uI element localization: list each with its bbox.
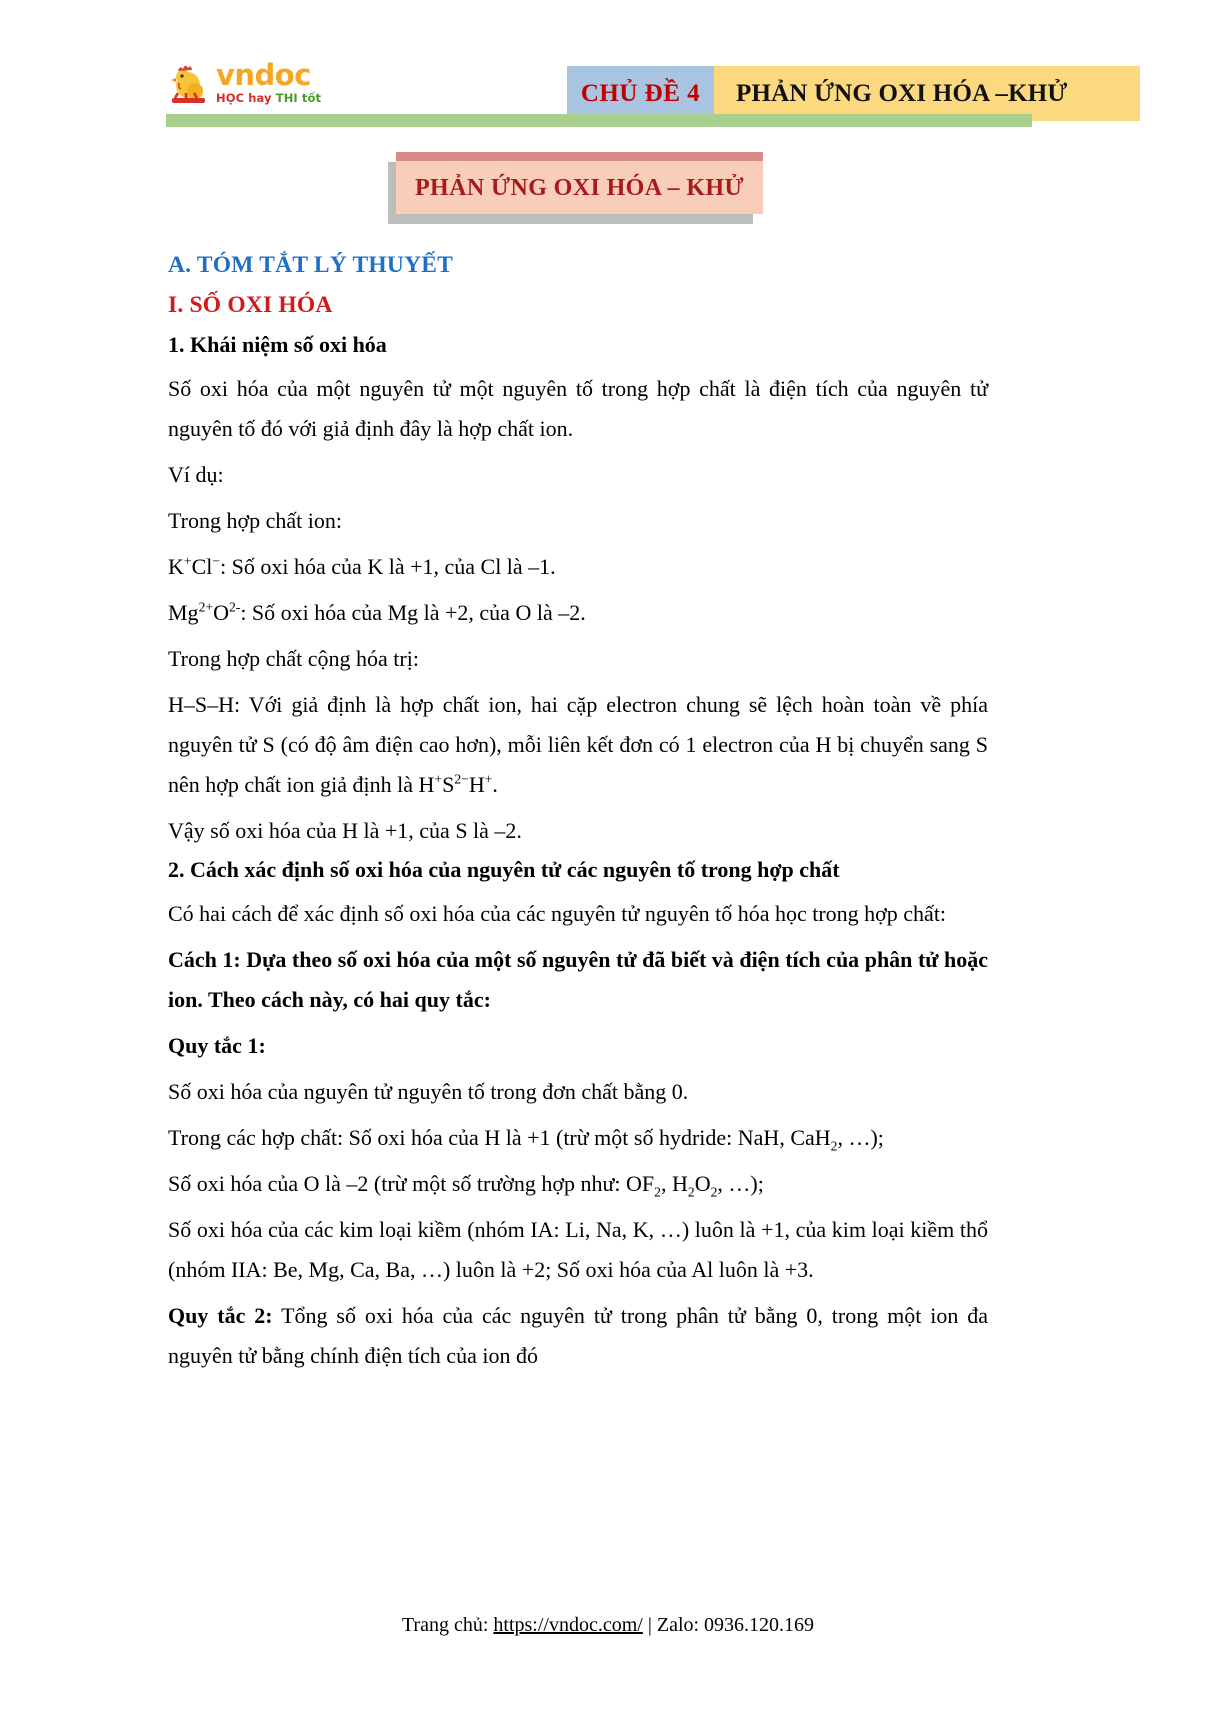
page-header xyxy=(152,52,1068,134)
section-heading-i: I. SỐ OXI HÓA xyxy=(168,292,333,318)
topic-title-banner xyxy=(714,66,1140,121)
formula-mgo-line xyxy=(168,593,988,633)
formula-k-charge: + xyxy=(183,553,192,569)
formula-mg-charge: 2+ xyxy=(198,599,214,615)
formula-mg: Mg xyxy=(168,600,199,625)
document-body xyxy=(168,252,988,1382)
logo-tagline-part1: HỌC hay xyxy=(216,91,276,105)
h2s-explanation-text: H–S–H: Với giả định là hợp chất ion, hai cặp electron chung sẽ lệch hoàn toàn về phía nguyên tử S (có độ âm điện cao hơn), mỗi liên kết đơn có 1 electron của H bị chuyển sang S nên hợp chất ion giả định là H xyxy=(168,692,988,797)
rule1-oxygen-mid1: , H xyxy=(660,1171,688,1196)
rule1-hydrogen-tail: , …); xyxy=(837,1125,884,1150)
h2s-h2: H xyxy=(468,772,485,797)
paragraph-rule1-metals: Số oxi hóa của các kim loại kiềm (nhóm IA: Li, Na, K, …) luôn là +1, của kim loại kiềm thổ (nhóm IIA: Be, Mg, Ca, Ba, …) luôn là +2; Số oxi hóa của Al luôn là +3. xyxy=(168,1217,988,1282)
rule-2-text: Tổng số oxi hóa của các nguyên tử trong phân tử bằng 0, trong một ion đa nguyên tử bằng chính điện tích của ion đó xyxy=(168,1303,988,1368)
formula-k: K xyxy=(168,554,184,579)
h2s-h-charge-2: + xyxy=(484,771,493,787)
rule1-oxygen-tail: , …); xyxy=(717,1171,764,1196)
lesson-title-panel xyxy=(396,152,763,214)
h2s-s: S xyxy=(442,772,455,797)
topic-badge-label: CHỦ ĐỀ 4 xyxy=(580,79,701,107)
of2-subscript: 2 xyxy=(654,1184,661,1200)
paragraph-definition: Số oxi hóa của một nguyên tử một nguyên tố trong hợp chất là điện tích của nguyên tử nguyên tố đó với giả định đây là hợp chất ion. xyxy=(168,376,988,441)
h2s-h-charge-1: + xyxy=(434,771,443,787)
lesson-title-box xyxy=(388,152,763,224)
rule1-oxygen-mid2: O xyxy=(694,1171,711,1196)
subsection-heading-2: 2. Cách xác định số oxi hóa của nguyên tử các nguyên tố trong hợp chất xyxy=(168,857,840,882)
lesson-title-text: PHẢN ỨNG OXI HÓA – KHỬ xyxy=(414,175,744,201)
h2o2-subscript-1: 2 xyxy=(687,1184,695,1200)
formula-kcl-line xyxy=(168,547,988,587)
paragraph-example-label: Ví dụ: xyxy=(168,462,224,487)
footer-website-link[interactable]: https://vndoc.com/ xyxy=(493,1614,643,1636)
rule-2-label: Quy tắc 2: xyxy=(168,1303,273,1328)
paragraph-rule1-line1: Số oxi hóa của nguyên tử nguyên tố trong đơn chất bằng 0. xyxy=(168,1079,689,1104)
h2o2-subscript-2: 2 xyxy=(710,1184,718,1200)
paragraph-method-1: Cách 1: Dựa theo số oxi hóa của một số nguyên tử đã biết và điện tích của phân tử hoặc ion. Theo cách này, có hai quy tắc: xyxy=(168,947,988,1012)
formula-o: O xyxy=(213,600,229,625)
topic-title-label: PHẢN ỨNG OXI HÓA –KHỬ xyxy=(736,79,1068,107)
topic-badge xyxy=(567,66,714,121)
section-heading-a: A. TÓM TẮT LÝ THUYẾT xyxy=(168,252,453,278)
formula-o-charge: 2- xyxy=(228,599,241,615)
paragraph-rule1-oxygen xyxy=(168,1164,988,1204)
cah2-subscript: 2 xyxy=(830,1138,838,1154)
rooster-logo-icon xyxy=(166,62,212,108)
subsection-heading-1: 1. Khái niệm số oxi hóa xyxy=(168,332,387,357)
paragraph-rule1-hydrogen xyxy=(168,1118,988,1158)
logo-tagline xyxy=(216,91,326,105)
formula-mgo-text: : Số oxi hóa của Mg là +2, của O là –2. xyxy=(240,600,586,625)
vndoc-logo[interactable] xyxy=(166,60,326,114)
formula-kcl-text: : Số oxi hóa của K là +1, của Cl là –1. xyxy=(220,554,556,579)
heading-rule-1: Quy tắc 1: xyxy=(168,1033,266,1058)
header-green-divider xyxy=(166,114,1032,127)
paragraph-two-methods: Có hai cách để xác định số oxi hóa của các nguyên tử nguyên tố hóa học trong hợp chất: xyxy=(168,901,947,926)
formula-cl: Cl xyxy=(191,554,213,579)
formula-cl-charge: − xyxy=(212,553,221,569)
rule1-hydrogen-text: Trong các hợp chất: Số oxi hóa của H là +1 (trừ một số hydride: NaH, CaH xyxy=(168,1125,831,1150)
logo-tagline-part2: THI tốt xyxy=(275,91,322,105)
paragraph-h2s-conclusion: Vậy số oxi hóa của H là +1, của S là –2. xyxy=(168,818,522,843)
h2s-period: . xyxy=(492,772,498,797)
paragraph-rule-2 xyxy=(168,1296,988,1376)
footer-suffix: | Zalo: 0936.120.169 xyxy=(642,1614,815,1636)
page-footer xyxy=(0,1614,1216,1637)
paragraph-h2s-explanation xyxy=(168,685,988,805)
paragraph-covalent-label: Trong hợp chất cộng hóa trị: xyxy=(168,646,419,671)
logo-text xyxy=(216,60,326,105)
paragraph-ionic-label: Trong hợp chất ion: xyxy=(168,508,342,533)
h2s-s-charge: 2− xyxy=(454,771,469,787)
footer-prefix: Trang chủ: xyxy=(401,1614,494,1636)
rule1-oxygen-text: Số oxi hóa của O là –2 (trừ một số trường hợp như: OF xyxy=(168,1171,655,1196)
logo-wordmark: vndoc xyxy=(216,58,311,92)
